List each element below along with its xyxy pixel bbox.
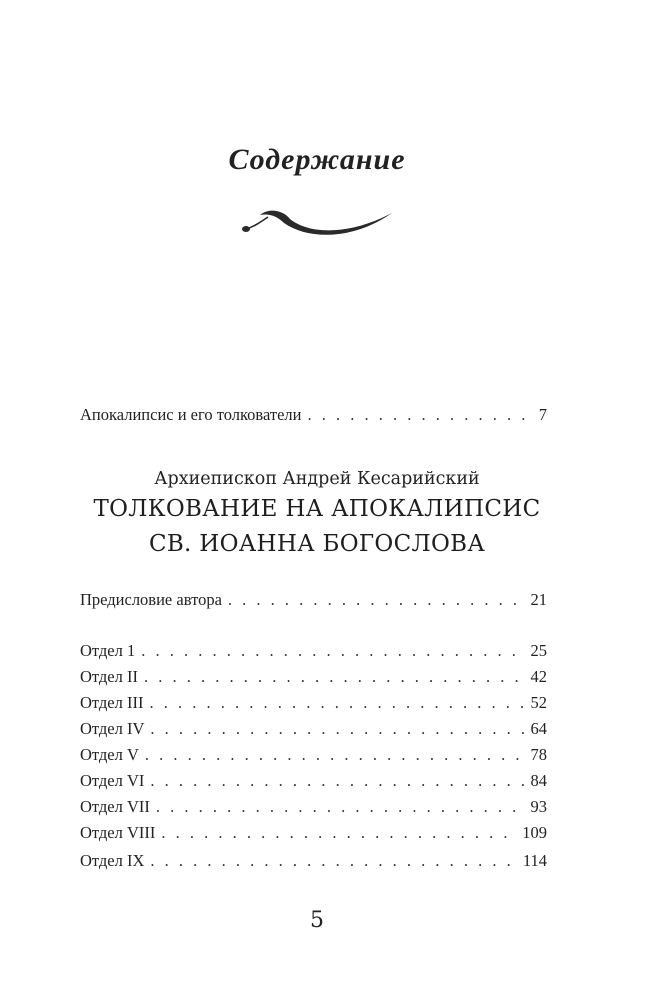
toc-entry-intro[interactable]: [80, 405, 547, 425]
toc-entry-section[interactable]: [80, 823, 547, 843]
work-title-line1: ТОЛКОВАНИЕ НА АПОКАЛИПСИС: [93, 496, 541, 522]
dot-leader: [156, 797, 525, 817]
toc-entry-page: 21: [530, 590, 547, 609]
toc-entry-preface[interactable]: [80, 590, 547, 610]
toc-entry-label: Отдел 1: [80, 641, 136, 660]
dot-leader: [228, 590, 525, 610]
toc-entry-page: 42: [530, 667, 547, 686]
dot-leader: [144, 667, 525, 687]
toc-entry-label: Отдел II: [80, 667, 138, 686]
toc-entry-page: 25: [530, 641, 547, 660]
toc-entry-label: Отдел IV: [80, 719, 145, 738]
contents-heading: Содержание: [228, 143, 406, 176]
toc-entry-label: Отдел V: [80, 745, 139, 764]
flourish-ornament-icon: [240, 205, 395, 241]
toc-entry-page: 93: [530, 797, 547, 816]
toc-entry-label: Предисловие автора: [80, 590, 222, 609]
toc-entry-label: Отдел III: [80, 693, 144, 712]
dot-leader: [149, 693, 524, 713]
dot-leader: [161, 823, 516, 843]
toc-entry-section[interactable]: [80, 641, 547, 661]
toc-entry-section[interactable]: [80, 797, 547, 817]
dot-leader: [150, 851, 516, 871]
author-name: Архиепископ Андрей Кесарийский: [154, 469, 480, 489]
dot-leader: [145, 745, 525, 765]
dot-leader: [150, 771, 524, 791]
work-title-line2: СВ. ИОАННА БОГОСЛОВА: [148, 531, 486, 557]
dot-leader: [150, 719, 524, 739]
toc-entry-section[interactable]: [80, 719, 547, 739]
dot-leader: [308, 405, 533, 425]
toc-entry-section[interactable]: [80, 851, 547, 871]
toc-entry-page: 114: [522, 851, 547, 870]
toc-entry-label: Отдел IX: [80, 851, 145, 870]
toc-entry-page: 52: [530, 693, 547, 712]
toc-entry-page: 64: [530, 719, 547, 738]
toc-entry-label: Отдел VIII: [80, 823, 156, 842]
toc-entry-page: 84: [530, 771, 547, 790]
toc-entry-label: Апокалипсис и его толкователи: [80, 405, 302, 424]
toc-entry-section[interactable]: [80, 771, 547, 791]
toc-entry-page: 109: [522, 823, 547, 842]
toc-entry-label: Отдел VI: [80, 771, 145, 790]
toc-entry-section[interactable]: [80, 667, 547, 687]
toc-entry-section[interactable]: [80, 745, 547, 765]
toc-entry-section[interactable]: [80, 693, 547, 713]
toc-entry-page: 78: [530, 745, 547, 764]
toc-entry-page: 7: [538, 405, 547, 424]
page-number: 5: [310, 908, 324, 933]
toc-entry-label: Отдел VII: [80, 797, 150, 816]
dot-leader: [141, 641, 524, 661]
